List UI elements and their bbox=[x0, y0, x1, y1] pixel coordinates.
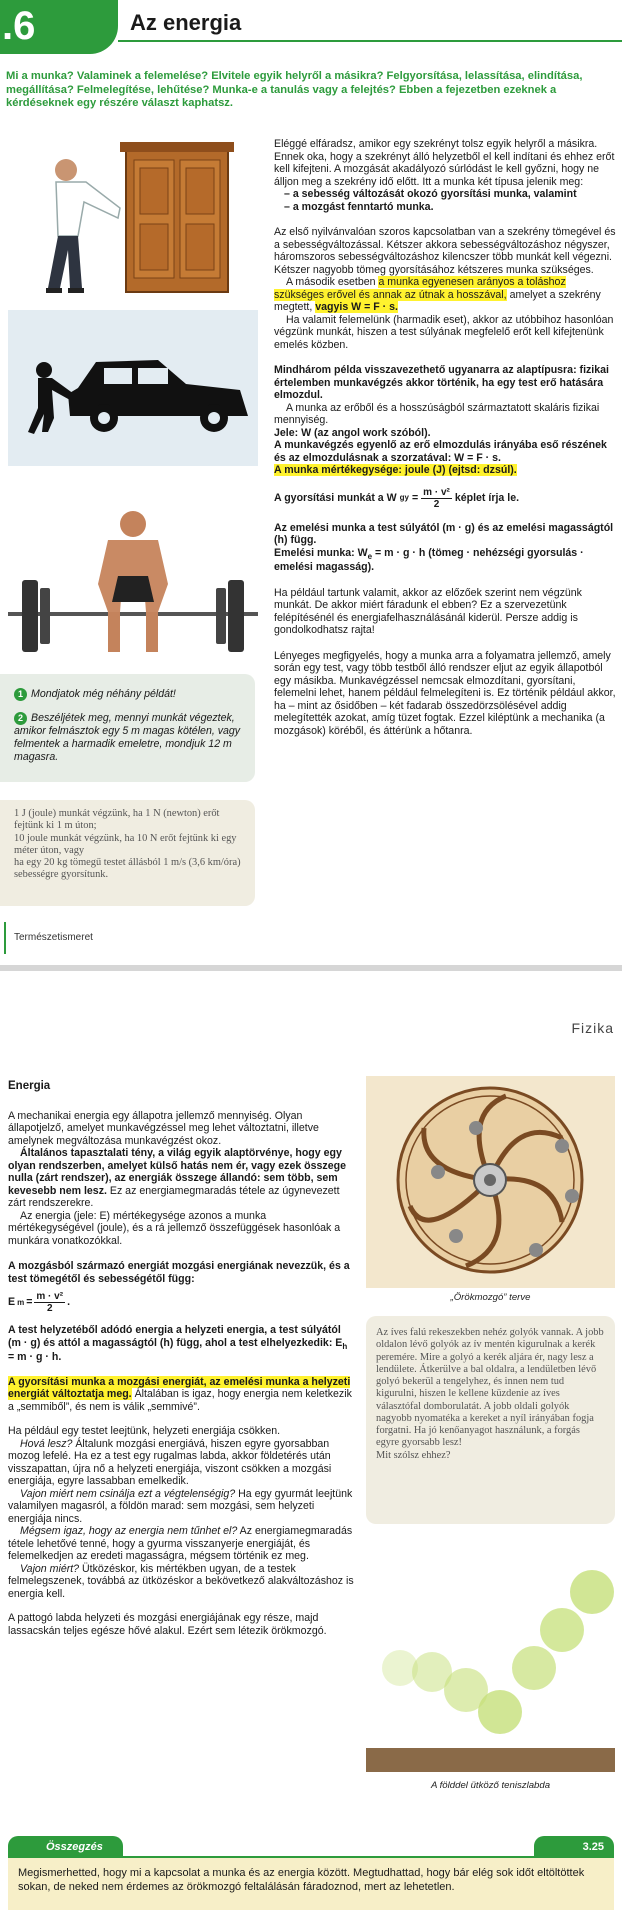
energy-conservation: Általános tapasztalati tény, a világ egyik alaptörvénye, hogy egy olyan rendszerben, amelyet külső hatás nem ér, vagy ezek összege nulla (zárt rendszer), az energiák összege állandó: sem több, sem kevesebb nem lesz. Ez az energiamegmaradás tétele az úgynevezett zárt rendszerekre. bbox=[8, 1147, 346, 1210]
question-1-number: 1 bbox=[14, 688, 27, 701]
work-type-2: – a mozgást fenntartó munka. bbox=[284, 200, 434, 213]
paragraph-definition: Mindhárom példa visszavezethető ugyanarra az alaptípusra: fizikai értelemben munkavégzés akkor történik, ha egy test erő hatására elmozdul. bbox=[274, 364, 609, 401]
page-subject-header: Fizika bbox=[571, 1020, 614, 1036]
where-paragraph: Hová lesz? Általunk mozgási energiává, hiszen egyre gyorsabban mozog lefelé. Ha ez a test egy rugalmas labda, akkor földetérés után visszapattan, újra nő a helyzeti energiája, viszont csökken a mozgási energiája, egyre lassabban emelkedik. bbox=[8, 1437, 332, 1488]
highlight-proportional: a munka egyenesen arányos a toláshoz szükséges erővel és annak az útnak a hosszával, bbox=[274, 276, 566, 301]
work-type-1: – a sebesség változását okozó gyorsítási munka, valamint bbox=[284, 188, 577, 200]
work-unit: A munka mértékegysége: joule (J) (ejtsd: dzsúl). bbox=[274, 464, 517, 476]
paragraph-lifting: Ha valamit felemelünk (harmadik eset), akkor az utóbbihoz hasonlóan végzünk munkát, hiszen a test súlyának megfelelő erőt kell kifejtenünk emelés közben. bbox=[274, 313, 614, 351]
question-2 bbox=[14, 712, 242, 764]
energy-p1: A mechanikai energia egy állapotra jellemző mennyiség. Olyan állapotjelző, amelyet munkavégzéssel meg lehet változtatni, illetve amelynek megváltozása munkavégzést okoz. bbox=[8, 1109, 319, 1147]
paragraph-state-change: Lényeges megfigyelés, hogy a munka arra a folyamatra jellemző, amely során egy test, vagy több testből álló rendszer eljut az egyik állapotból egy másikba. Munkavégzéssel nemcsak elmozdítani, gyorsítani, felemelni lehet, hanem például felmelegíteni is. Ez történik például akkor, ha – mint az ősidőben – két fadarab összedörzsölésével addig melegítették azokat, amíg tüzet fogtak. Ezzel kiléptünk a mechanika (a mozgások) köréből, és áttérünk a hőtanra. bbox=[274, 649, 616, 737]
lifting-work-formula: Emelési munka: $W_e = m \cdot g \cdot h$ (tömeg · nehézségi gyorsulás · emelési magasság). bbox=[274, 546, 584, 574]
paragraph-scalar: A munka az erőből és a hosszúságból származtatott skaláris fizikai mennyiség. bbox=[274, 401, 600, 426]
question-1-text: Mondjatok még néhány példát! bbox=[31, 688, 176, 700]
header-rule bbox=[118, 40, 622, 42]
work-symbol: Jele: W (az angol work szóból). bbox=[274, 426, 431, 439]
paragraph-second-case: A második esetben a munka egyenesen arányos a toláshoz szükséges erővel és annak az útnak a hosszával, amelyet a szekrény megtett, vagyis W = F · s. bbox=[274, 276, 601, 313]
chapter-intro: Mi a munka? Valaminek a felemelése? Elvitele egyik helyről a másikra? Felgyorsítása, lelassítása, elindítása, megállítása? Felmelegítése, lehűtése? Munka-e a tanulás vagy a felejtés? Ebben a fejezetben ezeknek a kérdéseknek egy részére választ kaphatsz. bbox=[6, 70, 583, 109]
page-number: 3.25 bbox=[534, 1836, 614, 1858]
kinetic-energy-text: A mozgásból származó energiát mozgási energiának nevezzük, és a test tömegétől és sebességétől függ: bbox=[8, 1260, 350, 1285]
chapter-number: .6 bbox=[0, 0, 118, 54]
work-formula-definition: A munkavégzés egyenlő az erő elmozdulás irányába eső részének és az elmozdulásnak a szorzatával: W = F · s. bbox=[274, 439, 607, 464]
summary-label: Összegzés bbox=[8, 1836, 123, 1858]
discussion-questions bbox=[0, 674, 255, 782]
acceleration-work-formula: A gyorsítási munkát a W gy = $\frac{\text{m · v²}}{2}$ képlet írja le. bbox=[274, 486, 520, 510]
perpetual-motion-image bbox=[366, 1076, 615, 1288]
question-2-number: 2 bbox=[14, 712, 27, 725]
footer-subject: Természetismeret bbox=[14, 932, 93, 943]
tennis-ball-caption: A földdel ütköző teniszlabda bbox=[430, 1780, 551, 1791]
potential-energy-text: A test helyzetéből adódó energia a helyzeti energia, a test súlyától (m · g) és attól a magasságtól (h) függ, ahol a test elhelyezkedik: $E_h = m \cdot g \cdot h$. bbox=[8, 1324, 348, 1364]
energy-unit-paragraph: Az energia (jele: E) mértékegysége azonos a munka mértékegységével (joule), és a rá jellemző összefüggések hasonlóak a munkára vonatkozókkal. bbox=[8, 1209, 341, 1247]
energy-transform-paragraph: A gyorsítási munka a mozgási energiát, az emelési munka a helyzeti energiát változtatja meg. Általában is igaz, hogy energia nem keletkezik a „semmiből”, és nem is válik „semmivé”. bbox=[8, 1375, 352, 1413]
question-2-text: Beszéljétek meg, mennyi munkát végeztek, amikor felmásztok egy 5 m magas kötélen, vagy felmentek a harmadik emeletre, mondjuk 12 m magasra. bbox=[14, 712, 241, 763]
why-not-forever-paragraph: Vajon miért nem csinálja ezt a végtelenségig? Ha egy gyurmát leejtünk valamilyen magasról, a földön marad: sem mozgási, sem helyzeti energiája nincs. bbox=[8, 1487, 353, 1525]
wardrobe-photo bbox=[8, 138, 258, 298]
tennis-ball-image bbox=[366, 1536, 615, 1772]
joule-info-box bbox=[0, 800, 255, 906]
joule-line-3: ha egy 20 kg tömegű testet állásból 1 m/s (3,6 km/óra) sebességre gyorsítunk. bbox=[14, 857, 241, 881]
chapter-title: Az energia bbox=[130, 10, 242, 35]
joule-line-1: 1 J (joule) munkát végzünk, ha 1 N (newton) erőt fejtünk ki 1 m úton; bbox=[14, 808, 220, 832]
paragraph-wardrobe: Eléggé elfáradsz, amikor egy szekrényt tolsz egyik helyről a másikra. Ennek oka, hogy a szekrényt álló helyzetből el kell indítani és ehhez erőt kell kifejteni. A mozgását akadályozó súrlódást le kell győzni, hogy ne álljon meg a szekrény idő előtt. Itt a munka két típusa jelenik meg: bbox=[274, 138, 615, 188]
kinetic-energy-formula: E m = $\frac{\text{m · v²}}{2}$ . bbox=[8, 1291, 71, 1315]
drop-paragraph: Ha például egy testet leejtünk, helyzeti energiája csökken. bbox=[8, 1425, 281, 1438]
work-text-column bbox=[274, 138, 616, 737]
perpetual-motion-text: Az íves falú rekeszekben nehéz golyók vannak. A jobb oldalon lévő golyók az ív mentén kigurulnak a kerék peremére. Mire a golyó a kerék aljára ér, nagy lesz a lendülete. Átkerülve a bal oldalra, a lendületben lévő golyó bekerül a tengelyhez, és innen nem tud kigurulni, hiszen le kellene küzdenie az íves választófal domborulatát. A jobb oldali golyók nagyobb nyomatéka a kereket a nyíl irányában fogja forgatni. Ha jó kenőanyagot használunk, a forgás egyre gyorsabb lesz! bbox=[376, 1327, 604, 1449]
joule-line-2: 10 joule munkát végzünk, ha 10 N erőt fejtünk ki egy méter úton, vagy bbox=[14, 832, 237, 856]
energy-text-column bbox=[8, 1080, 354, 1637]
page-separator bbox=[0, 965, 622, 971]
perpetual-motion-box bbox=[366, 1316, 615, 1524]
lifting-work-text: Az emelési munka a test súlyától (m · g) és az emelési magasságtól (h) függ. bbox=[274, 521, 614, 546]
question-1 bbox=[14, 688, 249, 701]
bouncing-ball-paragraph: A pattogó labda helyzeti és mozgási energiájának egy része, majd lassacskán teljes egésze hővé alakul. Ezért sem létezik örökmozgó. bbox=[8, 1612, 327, 1637]
weightlifter-photo bbox=[8, 484, 258, 662]
section-title-energy: Energia bbox=[8, 1080, 51, 1092]
summary-box: Megismerhetted, hogy mi a kapcsolat a munka és az energia között. Megtudhattad, hogy bár elég sok időt eltöltöttek sokan, de neked nem érdemes az örökmozgó feltalálásán fáradoznod, mert az lehetetlen. bbox=[8, 1858, 614, 1910]
paragraph-holding: Ha például tartunk valamit, akkor az előzőek szerint nem végzünk munkát. De akkor miért fáradunk el ebben? Ez a szervezetünk felépítésénél és energiafelhasználásánál kiderül. Persze addig is gondolkodhatsz rajta! bbox=[274, 586, 582, 637]
perpetual-motion-caption: „Örökmozgó” terve bbox=[450, 1292, 531, 1303]
energy-vanish-paragraph: Mégsem igaz, hogy az energia nem tűnhet el? Az energiamegmaradás tétele lehetővé tenné, hogy a gyurma visszanyerje energiáját, és felemelkedjen az eredeti magasságra, mégsem történik ez meg. bbox=[8, 1525, 353, 1563]
footer-rule bbox=[4, 922, 6, 954]
perpetual-motion-question: Mit szólsz ehhez? bbox=[376, 1449, 451, 1461]
car-push-photo bbox=[8, 310, 258, 466]
formula-w-fs: vagyis W = F · s. bbox=[315, 301, 398, 313]
why-paragraph: Vajon miért? Ütközéskor, kis mértékben ugyan, de a testek felmelegszenek, továbbá az ütközéskor a bekövetkező alakváltozáshoz is energia kell. bbox=[8, 1562, 354, 1600]
paragraph-acceleration: Az első nyilvánvalóan szoros kapcsolatban van a szekrény tömegével és a sebességváltozással. Kétszer akkora sebességváltozáshoz négyszer, háromszoros sebességváltozáshoz kilencszer több munkát kell végezni. Kétszer nagyobb tömeg gyorsításához kétszeres munka szükséges. bbox=[274, 226, 616, 276]
